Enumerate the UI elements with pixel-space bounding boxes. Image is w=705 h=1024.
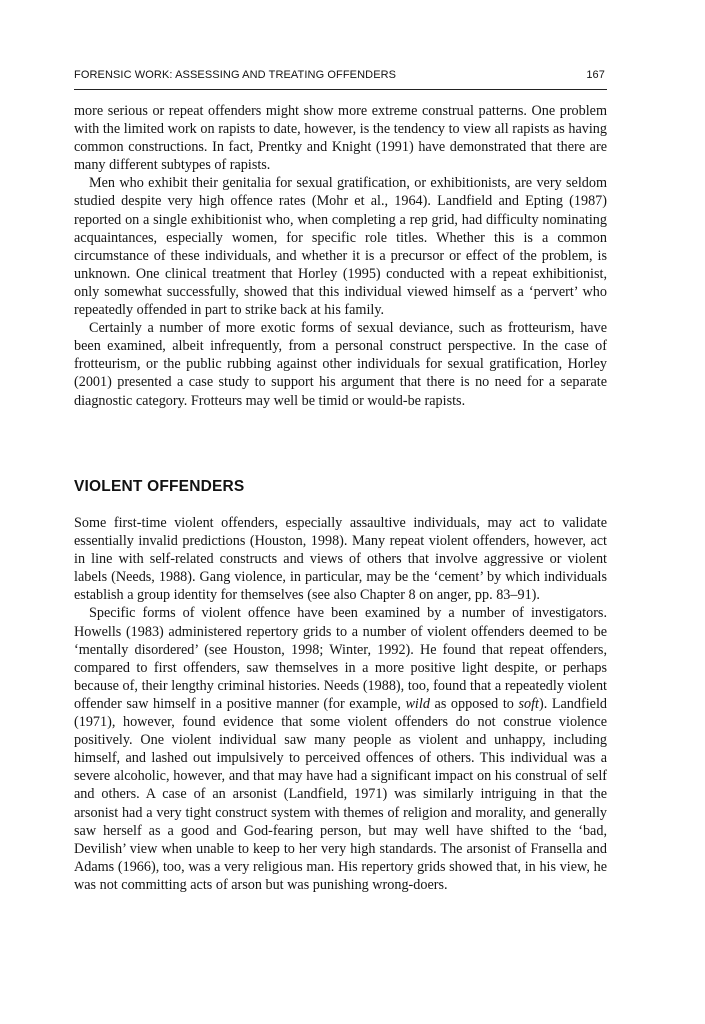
paragraph-frotteurism: Certainly a number of more exotic forms of sexual deviance, such as frotteurism, have been examined, albeit infrequently, from a personal construct perspective. In the case of frotteurism, or the public rubbing against other individuals for sexual gratification, Horley (2001) presented a case study to support his argument that there is no need for a separate diagnostic category. Frotteurs may well be timid or would-be rapists. <box>74 320 607 409</box>
italic-term-soft: soft <box>518 695 539 712</box>
paragraph-continuation: more serious or repeat offenders might show more extreme construal patterns. One problem with the limited work on rapists to date, however, is the tendency to view all rapists as having common constructions. In fact, Prentky and Knight (1991) have demonstrated that there are many different subtypes of rapists. <box>74 103 607 174</box>
text-segment: ). Landfield (1971), however, found evidence that some violent offenders do not construe violence positively. One violent individual saw many people as violent and unhappy, including himself, and lashed out impulsively to perceived offences of others. This individual was a severe alcoholic, however, and that may have had a significant impact on his construal of self and others. A case of an arsonist (Landfield, 1971) was similarly intriguing in that the arsonist had a very tight construct system with themes of religion and morality, and generally saw herself as a good and God-fearing person, but may well have shifted to the ‘bad, Devilish’ view when unable to keep to her very high standards. The arsonist of Fransella and Adams (1966), too, was a very religious man. His repertory grids showed that, in his view, he was not committing acts of arson but was punishing wrong-doers. <box>74 695 607 893</box>
violent-offenders-text <box>74 514 607 894</box>
paragraph-violent-intro: Some first-time violent offenders, especially assaultive individuals, may act to validate essentially invalid predictions (Houston, 1998). Many repeat violent offenders, however, act in line with self-related constructs and views of others that involve aggressive or violent labels (Needs, 1988). Gang violence, in particular, may be the ‘cement’ by which individuals establish a group identity for themselves (see also Chapter 8 on anger, pp. 83–91). <box>74 515 607 604</box>
running-header <box>74 69 607 85</box>
page-number: 167 <box>586 69 605 81</box>
section-heading-violent-offenders: VIOLENT OFFENDERS <box>74 478 245 495</box>
italic-term-wild: wild <box>405 695 430 712</box>
sexual-offenders-continued-text <box>74 102 607 410</box>
text-segment: as opposed to <box>429 695 519 712</box>
running-title: FORENSIC WORK: ASSESSING AND TREATING OFFENDERS <box>74 69 397 81</box>
paragraph-exhibitionists: Men who exhibit their genitalia for sexual gratification, or exhibitionists, are very seldom studied despite very high offence rates (Mohr et al., 1964). Landfield and Epting (1987) reported on a single exhibitionist who, when completing a rep grid, had difficulty nominating acquaintances, especially women, for specific role titles. Whether this is a common circumstance of these individuals, and whether it is a precursor or effect of the problem, is unknown. One clinical treatment that Horley (1995) conducted with a repeat exhibitionist, only somewhat successfully, showed that this individual viewed himself as a ‘pervert’ who repeatedly offended in part to strike back at his family. <box>74 175 607 319</box>
header-rule <box>74 89 607 90</box>
paragraph-specific-forms <box>74 604 607 894</box>
text-segment: Specific forms of violent offence have been examined by a number of investigators. Howells (1983) administered repertory grids to a number of violent offenders deemed to be ‘mentally disordered’ (see Houston, 1998; Winter, 1992). He found that repeat offenders, compared to first offenders, saw themselves in a more positive light despite, or perhaps because of, their lengthy criminal histories. Needs (1988), too, found that a repeatedly violent offender saw himself in a positive manner (for example, <box>74 605 607 712</box>
